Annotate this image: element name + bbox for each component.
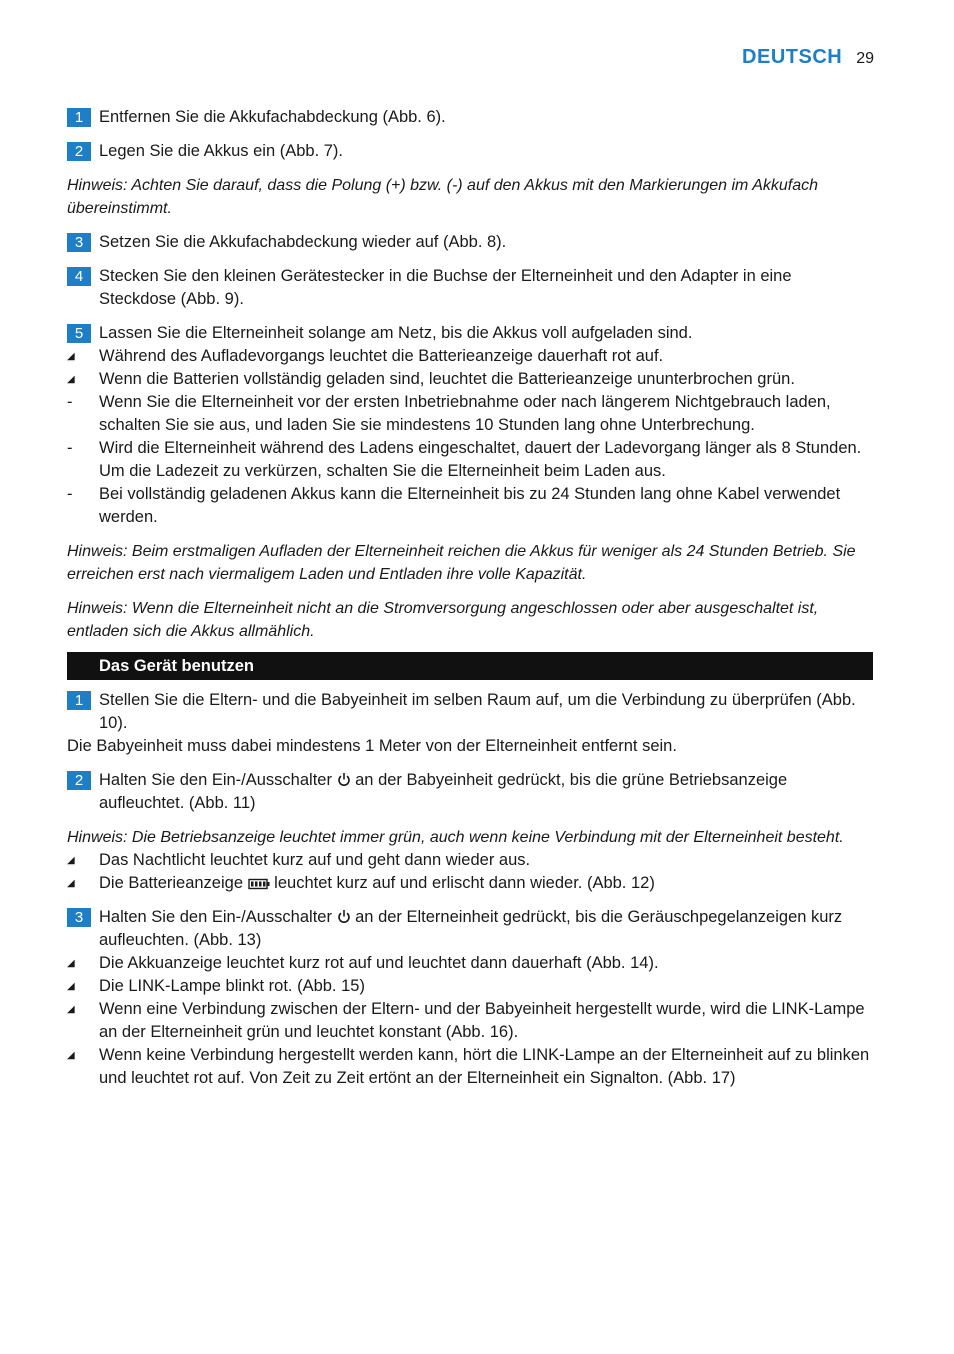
step-text: Stecken Sie den kleinen Gerätestecker in die Buchse der Elterneinheit und den Adapter in eine Steckdose (Abb. 9). xyxy=(99,267,792,308)
power-icon xyxy=(337,909,351,924)
step-item xyxy=(67,265,873,311)
step-item xyxy=(67,689,873,735)
bullet-text: Während des Aufladevorgangs leuchtet die Batterieanzeige dauerhaft rot auf. xyxy=(99,347,664,365)
triangle-bullet-icon: ◢ xyxy=(67,981,75,992)
language-label: DEUTSCH xyxy=(742,46,843,68)
battery-icon xyxy=(248,878,270,890)
step-text: Legen Sie die Akkus ein (Abb. 7). xyxy=(99,142,343,160)
step-text: Halten Sie den Ein-/Ausschalter an der Elterneinheit gedrückt, bis die Geräuschpegelanzeigen kurz aufleuchten. (Abb. 13) xyxy=(99,908,843,949)
step-text: Lassen Sie die Elterneinheit solange am Netz, bis die Akkus voll aufgeladen sind. xyxy=(99,324,693,342)
dash-item xyxy=(67,483,873,529)
dash-text: Wenn Sie die Elterneinheit vor der ersten Inbetriebnahme oder nach längerem Nichtgebrauch laden, schalten Sie sie aus, und laden Sie sie mindestens 10 Stunden lang ohne Unterbrechung. xyxy=(99,393,831,434)
bullet-text: Die Batterieanzeige leuchtet kurz auf und erlischt dann wieder. (Abb. 12) xyxy=(99,874,655,892)
page-content xyxy=(67,106,873,1090)
step-number: 2 xyxy=(67,142,91,161)
triangle-bullet-icon: ◢ xyxy=(67,374,75,385)
page-number: 29 xyxy=(856,50,874,67)
power-icon xyxy=(337,772,351,787)
step-item xyxy=(67,140,873,163)
list-item xyxy=(67,345,873,368)
step-item xyxy=(67,231,873,254)
step-number: 2 xyxy=(67,771,91,790)
dash-text: Bei vollständig geladenen Akkus kann die Elterneinheit bis zu 24 Stunden lang ohne Kabel verwendet werden. xyxy=(99,485,841,526)
triangle-bullet-icon: ◢ xyxy=(67,1004,75,1015)
dash-item xyxy=(67,391,873,437)
triangle-bullet-icon: ◢ xyxy=(67,878,75,889)
step-number: 1 xyxy=(67,691,91,710)
step-number: 1 xyxy=(67,108,91,127)
triangle-bullet-icon: ◢ xyxy=(67,855,75,866)
bullet-text: Wenn eine Verbindung zwischen der Eltern- und der Babyeinheit hergestellt wurde, wird die LINK-Lampe an der Elterneinheit grün und leuchtet konstant (Abb. 16). xyxy=(99,1000,865,1041)
step-item xyxy=(67,106,873,129)
bullet-text: Wenn die Batterien vollständig geladen sind, leuchtet die Batterieanzeige ununterbrochen grün. xyxy=(99,370,795,388)
list-item xyxy=(67,368,873,391)
dash-text: Wird die Elterneinheit während des Ladens eingeschaltet, dauert der Ladevorgang länger als 8 Stunden. Um die Ladezeit zu verkürzen, schalten Sie die Elterneinheit beim Laden aus. xyxy=(99,439,862,480)
triangle-bullet-icon: ◢ xyxy=(67,1050,75,1061)
note-polarity: Hinweis: Achten Sie darauf, dass die Polung (+) bzw. (-) auf den Akkus mit den Markierungen im Akkufach übereinstimmt. xyxy=(67,177,819,217)
list-item xyxy=(67,998,873,1044)
step-text: Entfernen Sie die Akkufachabdeckung (Abb. 6). xyxy=(99,108,446,126)
section-title: Das Gerät benutzen xyxy=(67,652,873,680)
bullet-text: Das Nachtlicht leuchtet kurz auf und geht dann wieder aus. xyxy=(99,851,531,869)
triangle-bullet-icon: ◢ xyxy=(67,958,75,969)
step-item xyxy=(67,906,873,952)
triangle-bullet-icon: ◢ xyxy=(67,351,75,362)
list-item xyxy=(67,952,873,975)
list-item xyxy=(67,872,873,895)
step-number: 3 xyxy=(67,233,91,252)
step-number: 3 xyxy=(67,908,91,927)
bullet-text: Die LINK-Lampe blinkt rot. (Abb. 15) xyxy=(99,977,365,995)
dash-marker: - xyxy=(67,485,73,503)
step-item xyxy=(67,769,873,815)
step-text: Halten Sie den Ein-/Ausschalter an der Babyeinheit gedrückt, bis die grüne Betriebsanzeige aufleuchtet. (Abb. 11) xyxy=(99,771,788,812)
dash-marker: - xyxy=(67,393,73,411)
page-header xyxy=(742,46,874,69)
note-first-charge: Hinweis: Beim erstmaligen Aufladen der Elterneinheit reichen die Akkus für weniger als 24 Stunden Betrieb. Sie erreichen erst nach viermaligem Laden und Entladen ihre volle Kapazität. xyxy=(67,543,856,583)
list-item xyxy=(67,1044,873,1090)
step-text: Setzen Sie die Akkufachabdeckung wieder auf (Abb. 8). xyxy=(99,233,507,251)
step-number: 4 xyxy=(67,267,91,286)
dash-marker: - xyxy=(67,439,73,457)
step-item xyxy=(67,322,873,345)
note-discharge: Hinweis: Wenn die Elterneinheit nicht an die Stromversorgung angeschlossen oder aber ausgeschaltet ist, entladen sich die Akkus allmählich. xyxy=(67,600,819,640)
step-text: Stellen Sie die Eltern- und die Babyeinheit im selben Raum auf, um die Verbindung zu überprüfen (Abb. 10). xyxy=(99,691,856,732)
step-subtext: Die Babyeinheit muss dabei mindestens 1 Meter von der Elterneinheit entfernt sein. xyxy=(67,737,677,755)
bullet-text: Die Akkuanzeige leuchtet kurz rot auf und leuchtet dann dauerhaft (Abb. 14). xyxy=(99,954,659,972)
bullet-text: Wenn keine Verbindung hergestellt werden kann, hört die LINK-Lampe an der Elterneinheit auf zu blinken und leuchtet rot auf. Von Zeit zu Zeit ertönt an der Elterneinheit ein Signalton. (Abb. 17) xyxy=(99,1046,870,1087)
dash-item xyxy=(67,437,873,483)
note-power-led: Hinweis: Die Betriebsanzeige leuchtet immer grün, auch wenn keine Verbindung mit der Elterneinheit besteht. xyxy=(67,829,844,846)
list-item xyxy=(67,975,873,998)
step-number: 5 xyxy=(67,324,91,343)
list-item xyxy=(67,849,873,872)
